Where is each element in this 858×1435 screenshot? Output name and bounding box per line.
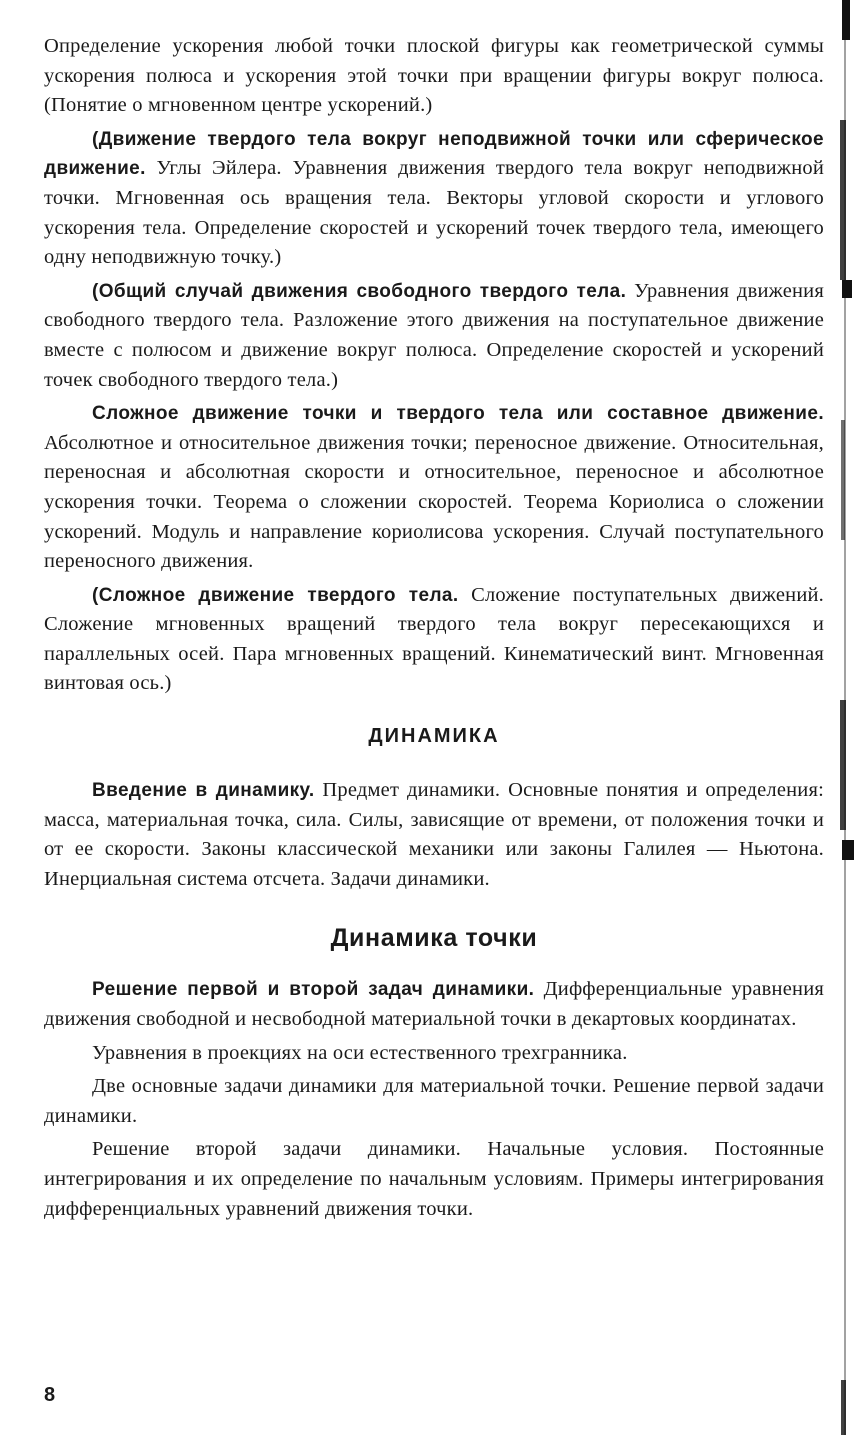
edge-mark [842, 840, 854, 860]
edge-mark [841, 1380, 846, 1435]
subsection-heading-point-dynamics: Динамика точки [330, 924, 538, 953]
edge-mark [840, 120, 846, 280]
paragraph-bold-lead: Решение первой и второй задач динамики. [92, 979, 535, 1001]
paragraph-dynamics-intro [44, 776, 824, 894]
paragraph-compound-body-motion [44, 581, 824, 699]
paragraph-bold-lead: (Сложное движение твердого тела. [92, 584, 459, 606]
paragraph-free-body-motion [44, 277, 824, 395]
edge-mark [842, 280, 852, 298]
paragraph-text: Сложение поступательных движений. Сложение мгновенных вращений твердого тела вокруг пересекающихся и параллельных осей. Пара мгновенных вращений. Кинематический винт. Мгновенная винтовая ось.) [44, 583, 824, 695]
page-number: 8 [44, 1384, 56, 1406]
paragraph-natural-axes [44, 1039, 824, 1069]
paragraph-first-second-problems [44, 975, 824, 1034]
paragraph-text: Углы Эйлера. Уравнения движения твердого тела вокруг неподвижной точки. Мгновенная ось вращения тела. Векторы угловой скорости и углового ускорения тела. Определение скоростей и ускорений точек твердого тела, имеющего одну неподвижную точку.) [44, 157, 824, 269]
paragraph-spherical-motion [44, 125, 824, 273]
paragraph-bold-lead: Введение в динамику. [92, 780, 315, 802]
paragraph-text: Две основные задачи динамики для материальной точки. Решение первой задачи динамики. [44, 1075, 824, 1127]
section-heading-dynamics: ДИНАМИКА [368, 725, 500, 748]
paragraph-two-main-problems [44, 1072, 824, 1131]
paragraph-text: Уравнения движения свободного твердого тела. Разложение этого движения на поступательное движение вместе с полюсом и движение вокруг полюса. Определение скоростей и ускорений точек свободного твердого тела.) [44, 279, 824, 391]
paragraph-text: Предмет динамики. Основные понятия и определения: масса, материальная точка, сила. Силы, зависящие от времени, от положения точки и от ее скорости. Законы классической механики или законы Галилея — Ньютона. Инерциальная система отсчета. Задачи динамики. [44, 779, 824, 890]
paragraph-compound-point-motion [44, 399, 824, 577]
paragraph-text: Решение второй задачи динамики. Начальные условия. Постоянные интегрирования и их определение по начальным условиям. Примеры интегрирования дифференциальных уравнений движения точки. [44, 1138, 824, 1220]
edge-mark [841, 420, 845, 540]
text-column [44, 32, 824, 1228]
paragraph-text: Уравнения в проекциях на оси естественного трехгранника. [92, 1041, 628, 1064]
paragraph-text: Абсолютное и относительное движения точки; переносное движение. Относительная, переносная и абсолютная скорости и относительное, переносное и абсолютное ускорения точки. Теорема о сложении скоростей. Теорема Кориолиса о сложении ускорений. Модуль и направление кориолисова ускорения. Случай поступательного переносного движения. [44, 431, 824, 573]
scan-edge-artifact [836, 0, 858, 1435]
paragraph-acceleration-definition [44, 32, 824, 121]
edge-mark [842, 0, 850, 40]
paragraph-bold-lead: Сложное движение точки и твердого тела или составное движение. [92, 403, 824, 425]
paragraph-text: Дифференциальные уравнения движения свободной и несвободной материальной точки в декартовых координатах. [44, 978, 824, 1031]
edge-mark [840, 700, 846, 830]
paragraph-bold-lead: (Общий случай движения свободного твердого тела. [92, 280, 627, 302]
paragraph-text: Определение ускорения любой точки плоской фигуры как геометрической суммы ускорения полюса и ускорения этой точки при вращении фигуры вокруг полюса. (Понятие о мгновенном центре ускорений.) [44, 35, 824, 117]
paragraph-bold-lead: (Движение твердого тела вокруг неподвижной точки или сферическое движение. [44, 128, 824, 180]
paragraph-second-problem-solution [44, 1135, 824, 1224]
